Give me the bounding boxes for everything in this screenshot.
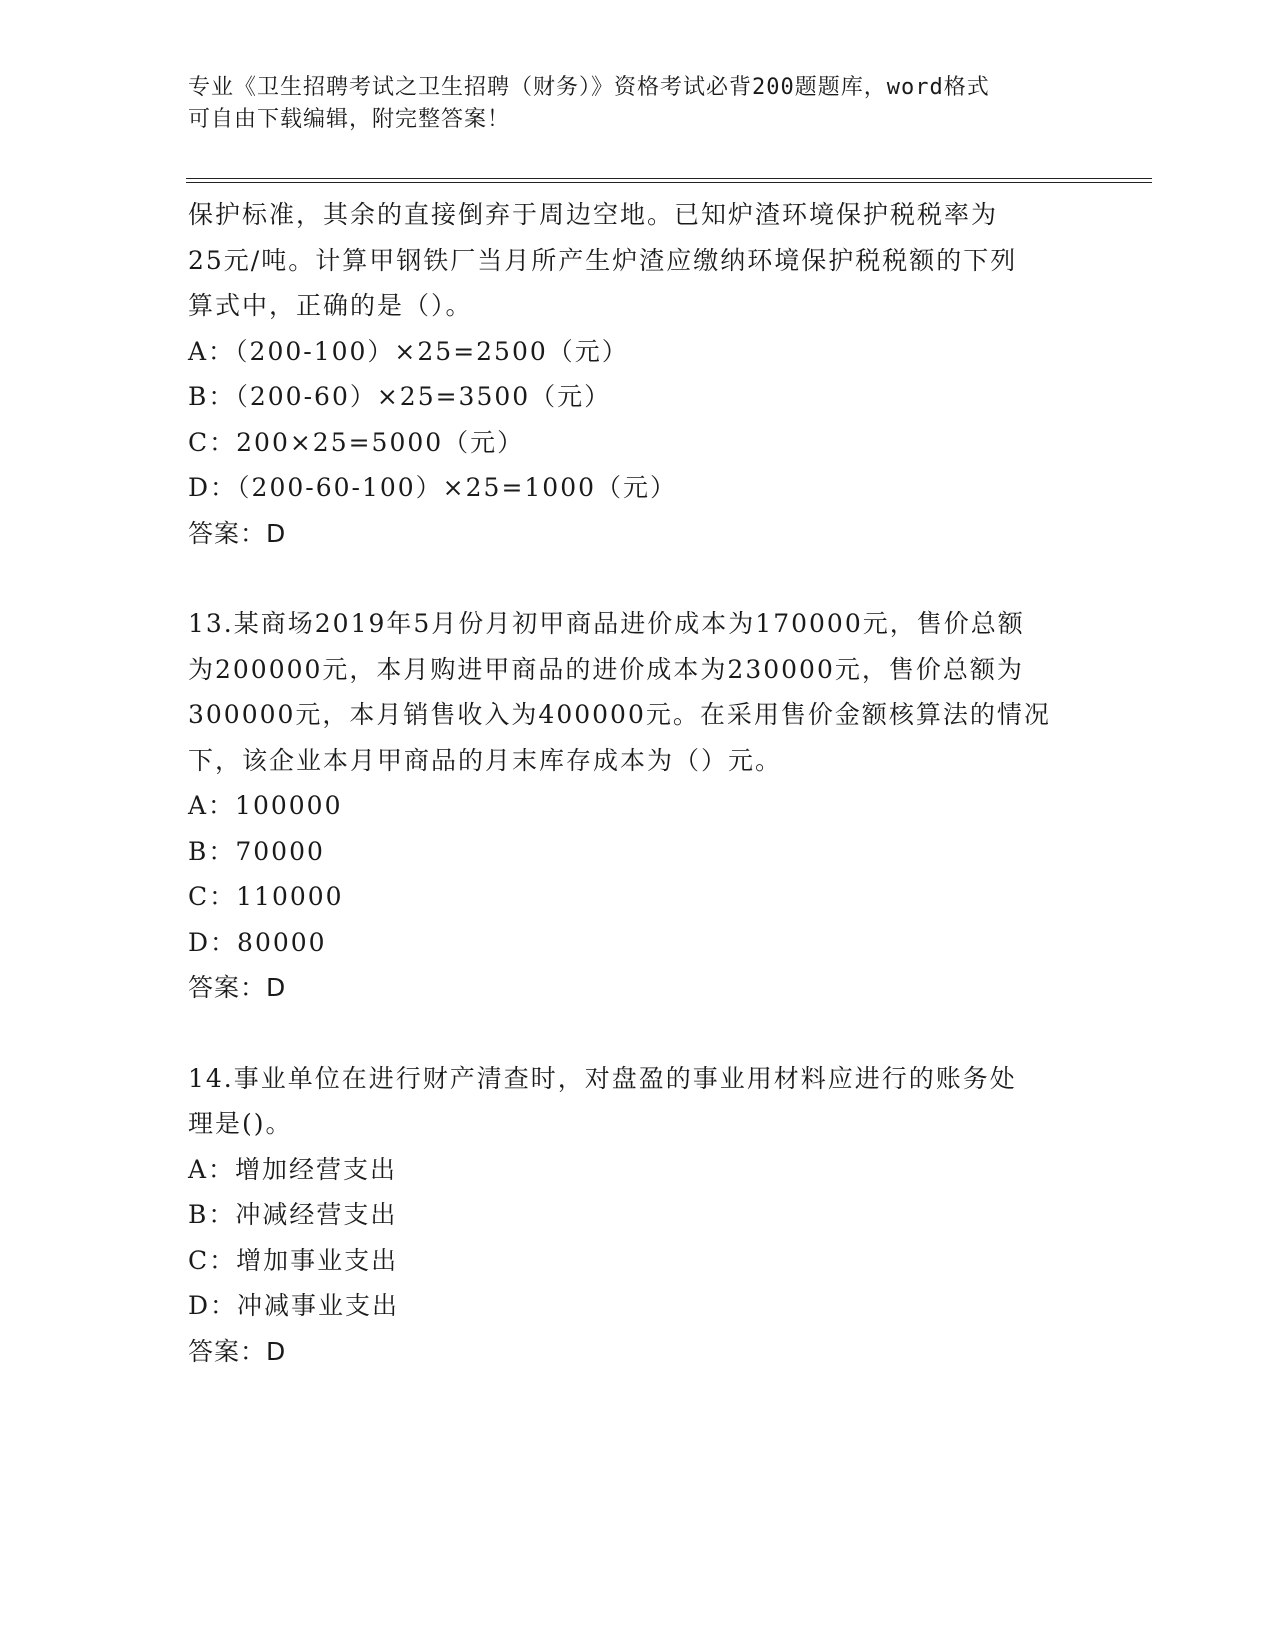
header-rule-top: [186, 178, 1152, 179]
option-c: C：增加事业支出: [188, 1245, 399, 1275]
answer-line: 答案：D: [188, 518, 287, 548]
header-line-2: 可自由下载编辑，附完整答案！: [188, 107, 511, 132]
question-text-line: 下，该企业本月甲商品的月末库存成本为（）元。: [188, 745, 783, 775]
option-a: A：100000: [188, 791, 343, 820]
answer-line: 答案：D: [188, 973, 287, 1002]
question-text-line: 14.事业单位在进行财产清查时，对盘盈的事业用材料应进行的账务处: [188, 1063, 1017, 1093]
question-text-line: 13.某商场2019年5月份月初甲商品进价成本为170000元，售价总额: [188, 609, 1025, 638]
option-c: C：200×25=5000（元）: [188, 427, 525, 457]
option-a: A：增加经营支出: [188, 1154, 398, 1184]
option-d: D：80000: [188, 927, 327, 957]
option-b: B：70000: [188, 836, 325, 866]
option-b: B：（200-60）×25=3500（元）: [188, 382, 612, 411]
option-c: C：110000: [188, 882, 344, 911]
question-13: [188, 601, 1088, 1011]
option-b: B：冲减经营支出: [188, 1200, 398, 1229]
header-line-1: 专业《卫生招聘考试之卫生招聘（财务）》资格考试必背200题题库，word格式: [188, 75, 990, 100]
page-header: [188, 72, 1068, 136]
option-d: D：（200-60-100）×25=1000（元）: [188, 473, 678, 502]
question-text-line: 理是()。: [188, 1109, 293, 1138]
question-12-continued: [188, 192, 1088, 556]
question-14: [188, 1056, 1088, 1375]
question-text-line: 25元/吨。计算甲钢铁厂当月所产生炉渣应缴纳环境保护税税额的下列: [188, 245, 1018, 275]
option-d: D：冲减事业支出: [188, 1291, 400, 1320]
option-a: A：（200-100）×25=2500（元）: [188, 336, 629, 366]
question-text-line: 保护标准，其余的直接倒弃于周边空地。已知炉渣环境保护税税率为: [188, 200, 999, 229]
question-text-line: 为200000元，本月购进甲商品的进价成本为230000元，售价总额为: [188, 654, 1024, 684]
answer-line: 答案：D: [188, 1336, 287, 1366]
question-text-line: 算式中，正确的是（）。: [188, 291, 473, 320]
header-rule-bottom: [186, 182, 1152, 183]
document-body: [188, 192, 1088, 1374]
question-text-line: 300000元，本月销售收入为400000元。在采用售价金额核算法的情况: [188, 700, 1051, 729]
